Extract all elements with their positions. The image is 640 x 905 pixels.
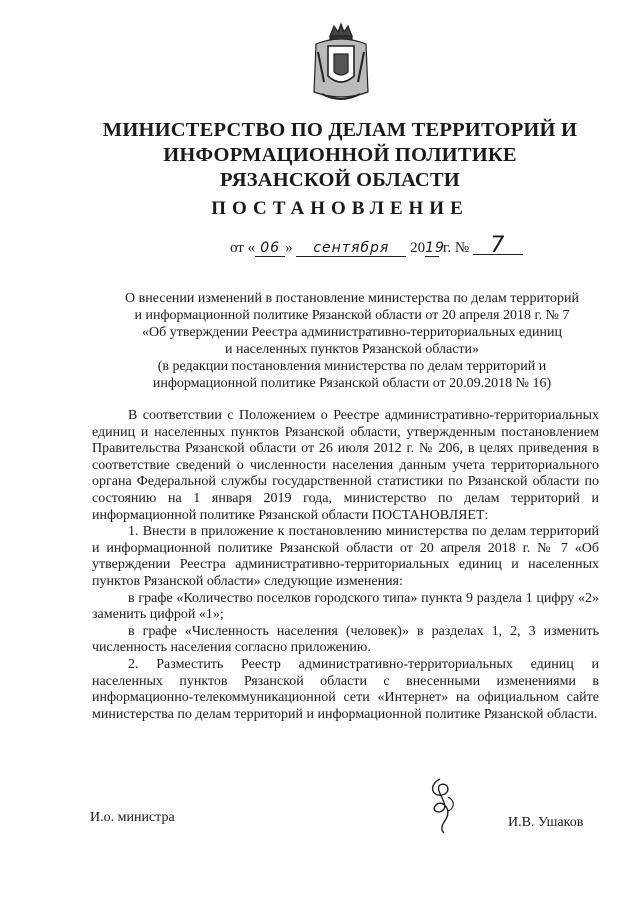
date-prefix: от « xyxy=(230,240,256,256)
ministry-title-line3: РЯЗАНСКОЙ ОБЛАСТИ xyxy=(220,169,460,191)
signatory-position: И.о. министра xyxy=(90,810,175,825)
item-1-paragraph: 1. Внести в приложение к постановлению министерства по делам территорий и информационной политике Рязанской области от 20 апреля 2018 г. № 7 «Об утверждении Реестра административно-территориальных единиц и населенных пунктов Рязанской области» следующие изменения: xyxy=(92,524,599,589)
subject-line: (в редакции постановления министерства по делам территорий и xyxy=(157,359,547,374)
ministry-title xyxy=(40,118,640,193)
item-2-paragraph: 2. Разместить Реестр административно-территориальных единиц и населенных пунктов Рязанской области с внесенными изменениями в информационно-телекоммуникационной сети «Интернет» на официальном сайте министерства по делам территорий и информационной политике Рязанской области. xyxy=(92,656,599,722)
number-label: г. № xyxy=(442,240,470,256)
signatory-name: И.В. Ушаков xyxy=(508,815,584,830)
item-1a-paragraph: в графе «Количество поселков городского типа» пункта 9 раздела 1 цифру «2» заменить цифрой «1»; xyxy=(92,590,599,623)
date-sep: » xyxy=(285,240,293,256)
subject-line: «Об утверждении Реестра административно-территориальных единиц xyxy=(141,325,563,340)
date-year-suffix: 19 xyxy=(425,240,445,256)
date-year-prefix: 20 xyxy=(410,240,426,256)
decree-subject xyxy=(92,290,612,392)
subject-line: информационной политике Рязанской области от 20.09.2018 № 16) xyxy=(152,376,552,391)
subject-line: и информационной политике Рязанской области от 20 апреля 2018 г. № 7 xyxy=(134,308,570,323)
handwritten-signature xyxy=(418,775,468,835)
subject-line: и населенных пунктов Рязанской области» xyxy=(224,342,480,357)
ministry-title-line1: МИНИСТЕРСТВО ПО ДЕЛАМ ТЕРРИТОРИЙ И xyxy=(102,119,578,141)
date-day: 06 xyxy=(255,240,285,257)
item-1b-paragraph: в графе «Численность населения (человек)» в разделах 1, 2, 3 изменить численность населения согласно приложению. xyxy=(92,623,599,656)
decree-body xyxy=(92,408,599,723)
date-line xyxy=(230,233,523,258)
decree-number: 7 xyxy=(473,238,523,255)
coat-of-arms-icon xyxy=(310,22,372,104)
date-month: сентября xyxy=(296,240,406,257)
subject-line: О внесении изменений в постановление министерства по делам территорий xyxy=(125,291,579,306)
preamble-paragraph: В соответствии с Положением о Реестре административно-территориальных единиц и населенных пунктов Рязанской области, утвержденным постановлением Правительства Рязанской области от 26 июля 2012 г. № 206, в целях приведения в соответствие сведений о численности населения данным учета территориального органа Федеральной службы государственной статистики по Рязанской области по состоянию на 1 января 2019 года, министерство по делам территорий и информационной политике Рязанской области ПОСТАНОВЛЯЕТ: xyxy=(92,408,599,523)
decree-heading: ПОСТАНОВЛЕНИЕ xyxy=(211,198,469,219)
ministry-title-line2: ИНФОРМАЦИОННОЙ ПОЛИТИКЕ xyxy=(163,144,517,166)
